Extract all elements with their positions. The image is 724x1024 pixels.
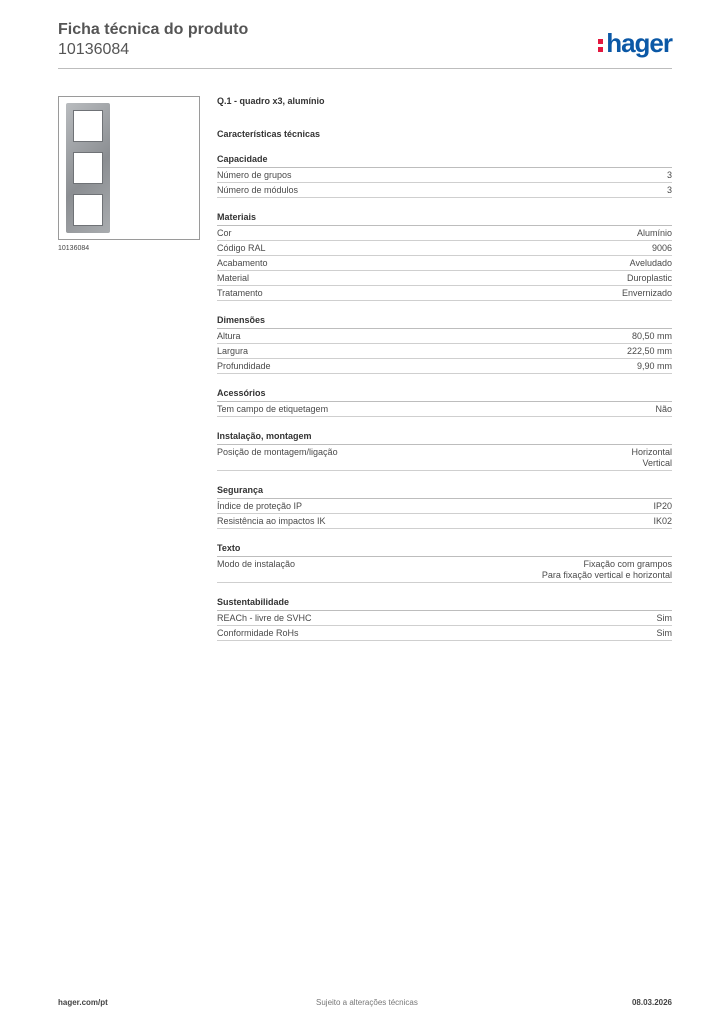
spec-value-line: 222,50 mm	[626, 346, 672, 356]
spec-label: Altura	[217, 331, 241, 341]
spec-row	[217, 241, 672, 256]
spec-value-line: Alumínio	[636, 228, 672, 238]
frame-slot	[73, 194, 103, 226]
spec-row	[217, 359, 672, 374]
section-title: Capacidade	[217, 154, 672, 168]
frame-slot	[73, 110, 103, 142]
spec-row	[217, 271, 672, 286]
section-title: Acessórios	[217, 388, 672, 402]
spec-row	[217, 226, 672, 241]
spec-label: Material	[217, 273, 250, 283]
spec-section	[217, 597, 672, 641]
spec-label: Índice de proteção IP	[217, 501, 303, 511]
frame-slot	[73, 152, 103, 184]
spec-value-line: Horizontal	[631, 447, 672, 457]
spec-value	[622, 288, 672, 299]
spec-value	[667, 185, 672, 196]
spec-value-line: 9,90 mm	[636, 361, 672, 371]
spec-row	[217, 402, 672, 417]
spec-value-line: Sim	[656, 628, 672, 638]
spec-value-line: 80,50 mm	[631, 331, 672, 341]
footer-website: hager.com/pt	[58, 998, 108, 1007]
spec-label: REACh - livre de SVHC	[217, 613, 312, 623]
header-divider	[58, 68, 672, 69]
spec-row	[217, 344, 672, 359]
tech-heading: Características técnicas	[217, 129, 321, 139]
product-name: Q.1 - quadro x3, alumínio	[217, 96, 325, 106]
spec-value	[631, 447, 672, 469]
section-title: Segurança	[217, 485, 672, 499]
spec-value	[637, 361, 672, 372]
spec-row	[217, 514, 672, 529]
spec-value	[637, 228, 672, 239]
spec-value	[632, 331, 672, 342]
spec-label: Posição de montagem/ligação	[217, 447, 338, 457]
spec-value-line: 3	[666, 170, 672, 180]
product-image-caption: 10136084	[58, 245, 90, 252]
spec-label: Número de módulos	[217, 185, 299, 195]
spec-value	[653, 516, 672, 527]
spec-section	[217, 315, 672, 374]
spec-label: Conformidade RoHs	[217, 628, 299, 638]
spec-value-line: Não	[655, 404, 672, 414]
spec-value-line: Vertical	[642, 458, 672, 468]
spec-row	[217, 183, 672, 198]
spec-value	[655, 404, 672, 415]
spec-row	[217, 611, 672, 626]
spec-label: Tratamento	[217, 288, 263, 298]
spec-value-line: IP20	[653, 501, 672, 511]
spec-label: Largura	[217, 346, 249, 356]
spec-value-line: Sim	[656, 613, 672, 623]
spec-value-line: Para fixação vertical e horizontal	[541, 570, 672, 580]
spec-value	[657, 613, 673, 624]
spec-value-line: Aveludado	[629, 258, 672, 268]
spec-label: Resistência ao impactos IK	[217, 516, 326, 526]
spec-row	[217, 445, 672, 471]
spec-label: Número de grupos	[217, 170, 292, 180]
hager-logo	[598, 28, 672, 59]
product-image	[58, 96, 200, 240]
spec-row	[217, 329, 672, 344]
spec-value-line: Duroplastic	[626, 273, 672, 283]
product-code: 10136084	[58, 41, 130, 58]
footer-date: 08.03.2026	[631, 998, 672, 1007]
spec-section	[217, 388, 672, 417]
spec-label: Tem campo de etiquetagem	[217, 404, 329, 414]
section-title: Sustentabilidade	[217, 597, 672, 611]
logo-text: hager	[606, 28, 672, 58]
spec-row	[217, 168, 672, 183]
spec-label: Acabamento	[217, 258, 268, 268]
spec-value	[627, 273, 672, 284]
spec-value	[542, 559, 672, 581]
spec-label: Código RAL	[217, 243, 266, 253]
spec-value-line: Envernizado	[621, 288, 672, 298]
page-title: Ficha técnica do produto	[58, 21, 249, 38]
spec-value	[630, 258, 672, 269]
section-title: Dimensões	[217, 315, 672, 329]
spec-row	[217, 256, 672, 271]
spec-section	[217, 154, 672, 198]
spec-value	[627, 346, 672, 357]
spec-label: Cor	[217, 228, 232, 238]
spec-value-line: 3	[666, 185, 672, 195]
logo-dots-icon	[598, 34, 604, 54]
spec-section	[217, 431, 672, 471]
spec-value	[657, 628, 673, 639]
section-title: Instalação, montagem	[217, 431, 672, 445]
spec-section	[217, 485, 672, 529]
footer-notice: Sujeito a alterações técnicas	[316, 998, 418, 1007]
spec-value	[652, 243, 672, 254]
spec-label: Profundidade	[217, 361, 271, 371]
page-header	[58, 20, 672, 70]
spec-value-line: 9006	[651, 243, 672, 253]
spec-section	[217, 543, 672, 583]
spec-value-line: IK02	[653, 516, 672, 526]
spec-row	[217, 499, 672, 514]
spec-sections	[217, 154, 672, 641]
section-title: Materiais	[217, 212, 672, 226]
spec-row	[217, 626, 672, 641]
section-title: Texto	[217, 543, 672, 557]
spec-label: Modo de instalação	[217, 559, 296, 569]
spec-content	[217, 96, 672, 641]
spec-value-line: Fixação com grampos	[583, 559, 672, 569]
spec-value	[667, 170, 672, 181]
triple-frame-icon	[66, 103, 110, 233]
spec-section	[217, 212, 672, 301]
spec-row	[217, 557, 672, 583]
spec-row	[217, 286, 672, 301]
spec-value	[653, 501, 672, 512]
